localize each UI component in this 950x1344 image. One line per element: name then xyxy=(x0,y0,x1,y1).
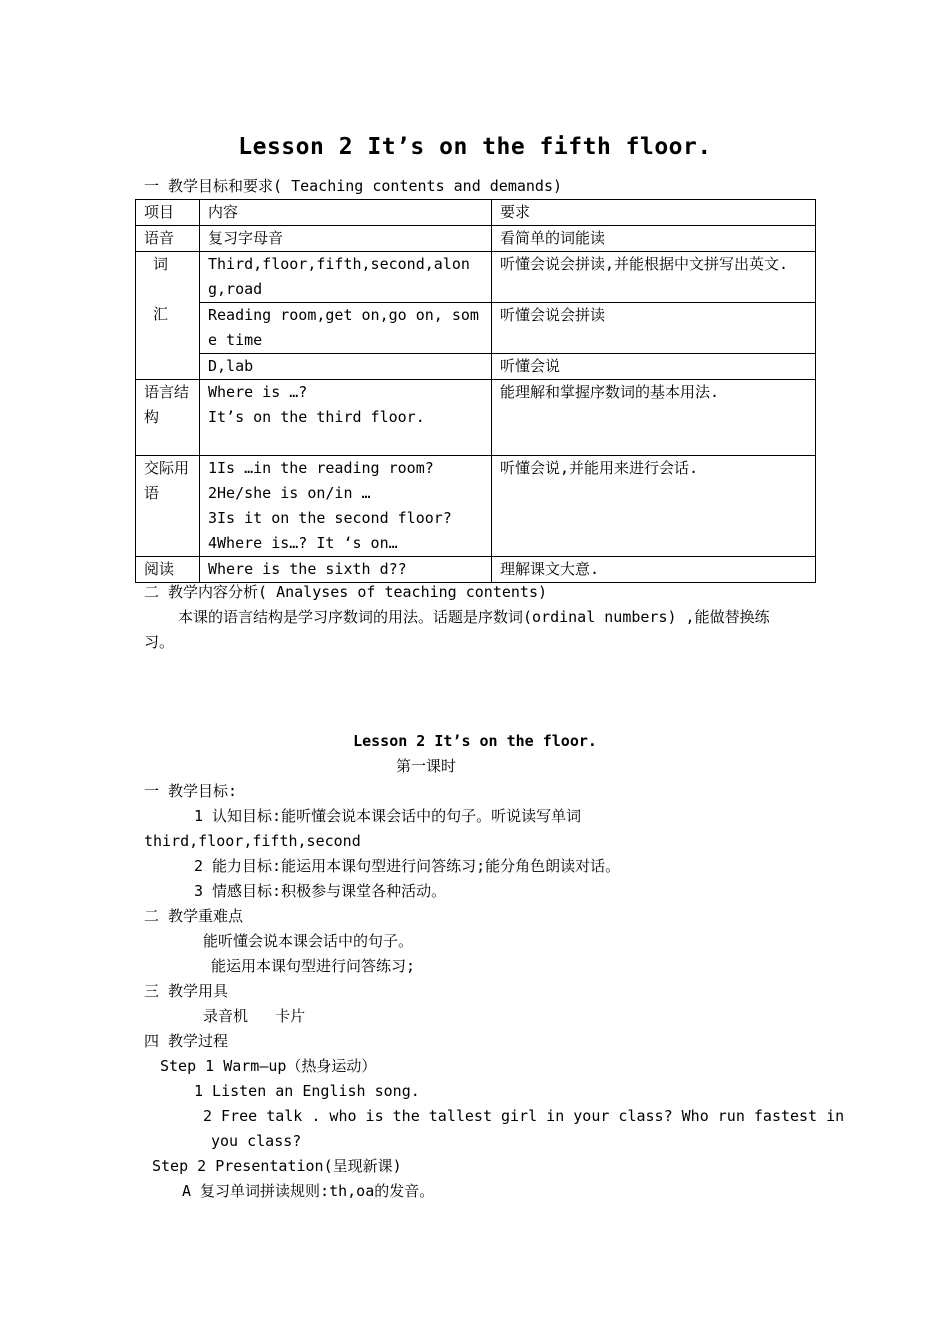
step-heading: Step 2 Presentation(呈现新课) xyxy=(152,1157,402,1175)
section1-heading: 一 教学目标和要求( Teaching contents and demands) xyxy=(144,177,563,195)
vocab-item-char: 汇 xyxy=(153,305,169,323)
goal-item: 2 能力目标:能运用本课句型进行问答练习;能分角色朗读对话。 xyxy=(194,857,621,875)
table-cell: 听懂会说 xyxy=(492,354,816,380)
section2-text: 本课的语言结构是学习序数词的用法。话题是序数词(ordinal numbers) ,能做替换练 xyxy=(178,608,770,626)
step-item: you class? xyxy=(211,1132,302,1150)
document-title: Lesson 2 It’s on the fifth floor. xyxy=(238,134,712,160)
table-cell: 看简单的词能读 xyxy=(492,226,816,252)
table-cell: 语音 xyxy=(136,226,200,252)
table-cell: 听懂会说会拼读,并能根据中文拼写出英文. xyxy=(492,252,816,303)
lesson-title: Lesson 2 It’s on the floor. xyxy=(353,732,597,750)
table-cell-vocab-item xyxy=(136,252,200,380)
table-cell: D,lab xyxy=(200,354,492,380)
structure-line: It’s on the third floor. xyxy=(208,408,425,426)
step-item: A 复习单词拼读规则:th,oa的发音。 xyxy=(182,1182,435,1200)
period-label: 第一课时 xyxy=(396,757,457,775)
table-cell: 理解课文大意. xyxy=(492,557,816,583)
table-cell: Reading room,get on,go on, some time xyxy=(200,303,492,354)
tools-list: 录音机 卡片 xyxy=(203,1007,306,1025)
table-row xyxy=(136,456,816,557)
vocab-item-char: 词 xyxy=(153,255,169,273)
goal-words: third,floor,fifth,second xyxy=(144,832,361,850)
table-cell xyxy=(200,380,492,456)
process-heading: 四 教学过程 xyxy=(144,1032,229,1050)
table-cell: 能理解和掌握序数词的基本用法. xyxy=(492,380,816,456)
key-heading: 二 教学重难点 xyxy=(144,907,244,925)
section2-heading: 二 教学内容分析( Analyses of teaching contents) xyxy=(144,583,548,601)
table-row xyxy=(136,303,816,354)
key-item: 能听懂会说本课会话中的句子。 xyxy=(203,932,414,950)
table-row xyxy=(136,380,816,456)
section2-text: 习。 xyxy=(144,633,175,651)
communication-line: 3Is it on the second floor? xyxy=(208,509,452,527)
table-cell: Where is the sixth d?? xyxy=(200,557,492,583)
table-cell: 听懂会说,并能用来进行会话. xyxy=(492,456,816,557)
tools-heading: 三 教学用具 xyxy=(144,982,229,1000)
step-item: 2 Free talk . who is the tallest girl in your class? Who run fastest in xyxy=(203,1107,845,1125)
table-header-cell: 要求 xyxy=(492,200,816,226)
goal-item: 3 情感目标:积极参与课堂各种活动。 xyxy=(194,882,447,900)
table-header-row xyxy=(136,200,816,226)
table-header-cell: 项目 xyxy=(136,200,200,226)
communication-line: 1Is …in the reading room? xyxy=(208,459,434,477)
goals-heading: 一 教学目标: xyxy=(144,782,238,800)
communication-line: 4Where is…? It ‘s on… xyxy=(208,534,398,552)
table-cell xyxy=(200,456,492,557)
step-item: 1 Listen an English song. xyxy=(194,1082,420,1100)
table-cell: Third,floor,fifth,second,along,road xyxy=(200,252,492,303)
goal-item: 1 认知目标:能听懂会说本课会话中的句子。听说读写单词 xyxy=(194,807,582,825)
table-row xyxy=(136,354,816,380)
table-cell: 交际用语 xyxy=(136,456,200,557)
key-item: 能运用本课句型进行问答练习; xyxy=(211,957,416,975)
table-cell: 语言结构 xyxy=(136,380,200,456)
step-heading: Step 1 Warm—up（热身运动） xyxy=(160,1057,377,1075)
structure-line: Where is …? xyxy=(208,383,308,401)
table-header-cell: 内容 xyxy=(200,200,492,226)
table-row xyxy=(136,557,816,583)
communication-line: 2He/she is on/in … xyxy=(208,484,371,502)
teaching-table xyxy=(135,199,816,583)
table-cell: 阅读 xyxy=(136,557,200,583)
table-cell: 听懂会说会拼读 xyxy=(492,303,816,354)
table-row xyxy=(136,226,816,252)
table-cell: 复习字母音 xyxy=(200,226,492,252)
table-row xyxy=(136,252,816,303)
